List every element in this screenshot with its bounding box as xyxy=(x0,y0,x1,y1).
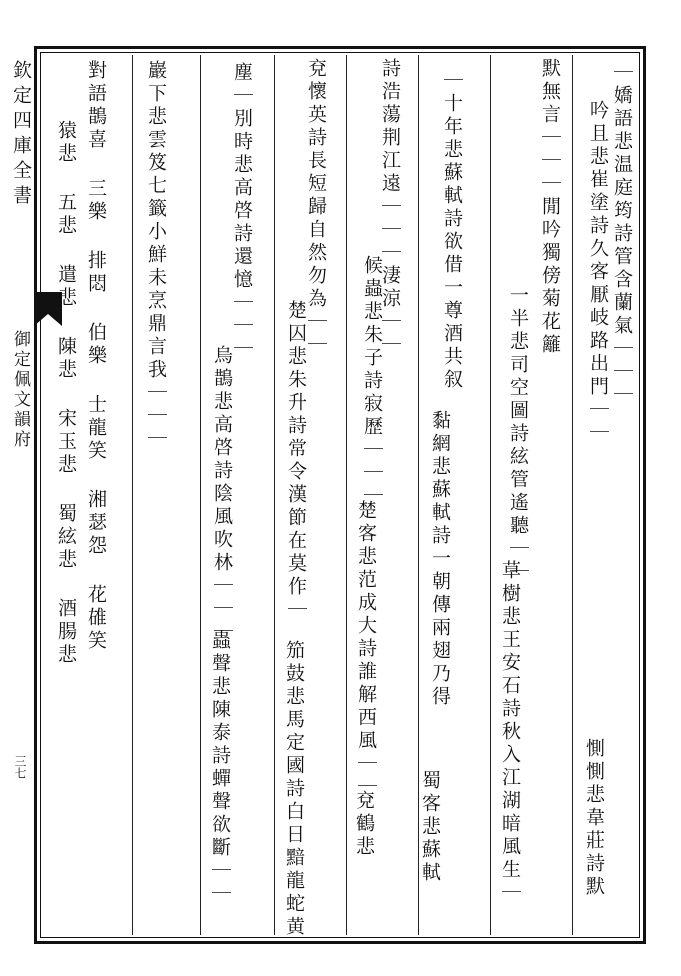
column-rule xyxy=(572,55,573,935)
text-column: ｜嬌語悲温庭筠詩管含蘭氣｜｜｜ xyxy=(611,62,633,407)
text-column: 草樹悲王安石詩秋入江湖暗風生｜ xyxy=(499,560,521,905)
text-column: 默無言｜｜｜閒吟獨傍菊花籬 xyxy=(539,58,561,357)
text-column: 楚客悲范成大詩誰解西風｜｜ xyxy=(355,500,377,799)
column-rule xyxy=(132,55,133,935)
text-column: 楚囚悲朱升詩常令漢節在莫作｜ xyxy=(285,300,307,622)
text-column: 塵｜別時悲高啓詩還憶｜｜｜ xyxy=(231,62,253,361)
text-column: 烏鵲悲高啓詩陰風吹林｜｜｜ xyxy=(211,345,233,644)
text-column: 詩浩蕩荆江遠｜｜｜淒涼｜｜ xyxy=(379,58,401,357)
text-column: ｜十年悲蘇軾詩欲借一尊酒共叙 xyxy=(441,70,463,392)
text-column: 猿悲 五悲 遣悲 陳悲 宋玉悲 蜀絃悲 酒腸悲 xyxy=(55,120,77,667)
column-rule xyxy=(200,55,201,935)
text-column: 惻惻悲韋莊詩默 xyxy=(583,738,605,899)
text-column: 兗懷英詩長短歸自然勿為｜｜ xyxy=(305,58,327,357)
margin-title: 欽定四庫全書 xyxy=(10,60,32,210)
text-column: 巖下悲雲笈七籤小鮮未烹鼎言我｜｜｜ xyxy=(145,60,167,451)
text-column: 蜀客悲蘇軾 xyxy=(419,770,441,885)
column-rule xyxy=(490,55,491,935)
text-column: 對語鵲喜 三樂 排悶 伯樂 士龍笑 湘瑟怨 花䧺笑 xyxy=(85,60,107,653)
column-rule xyxy=(346,55,347,935)
text-column: 一半悲司空圖詩絃管遙聽｜｜ xyxy=(507,285,529,584)
text-column: 笳鼓悲馬定國詩白日黯龍蛇黄 xyxy=(283,640,305,939)
text-column: 候蟲悲朱子詩寂歷｜｜｜ xyxy=(361,255,383,508)
column-rule xyxy=(274,55,275,935)
text-column: 吟且悲崔塗詩久客厭岐路出門｜｜ xyxy=(587,100,609,445)
folio-number: 三七 xyxy=(13,755,27,779)
margin-book-title: 御定佩文韻府 xyxy=(10,330,30,450)
text-column: 黏網悲蘇軾詩一朝傳兩翅乃得 xyxy=(429,410,451,709)
text-column: 蟲聲悲陳泰詩蟬聲欲斷｜｜ xyxy=(209,630,231,906)
text-column: 兗鶴悲 xyxy=(353,790,375,859)
